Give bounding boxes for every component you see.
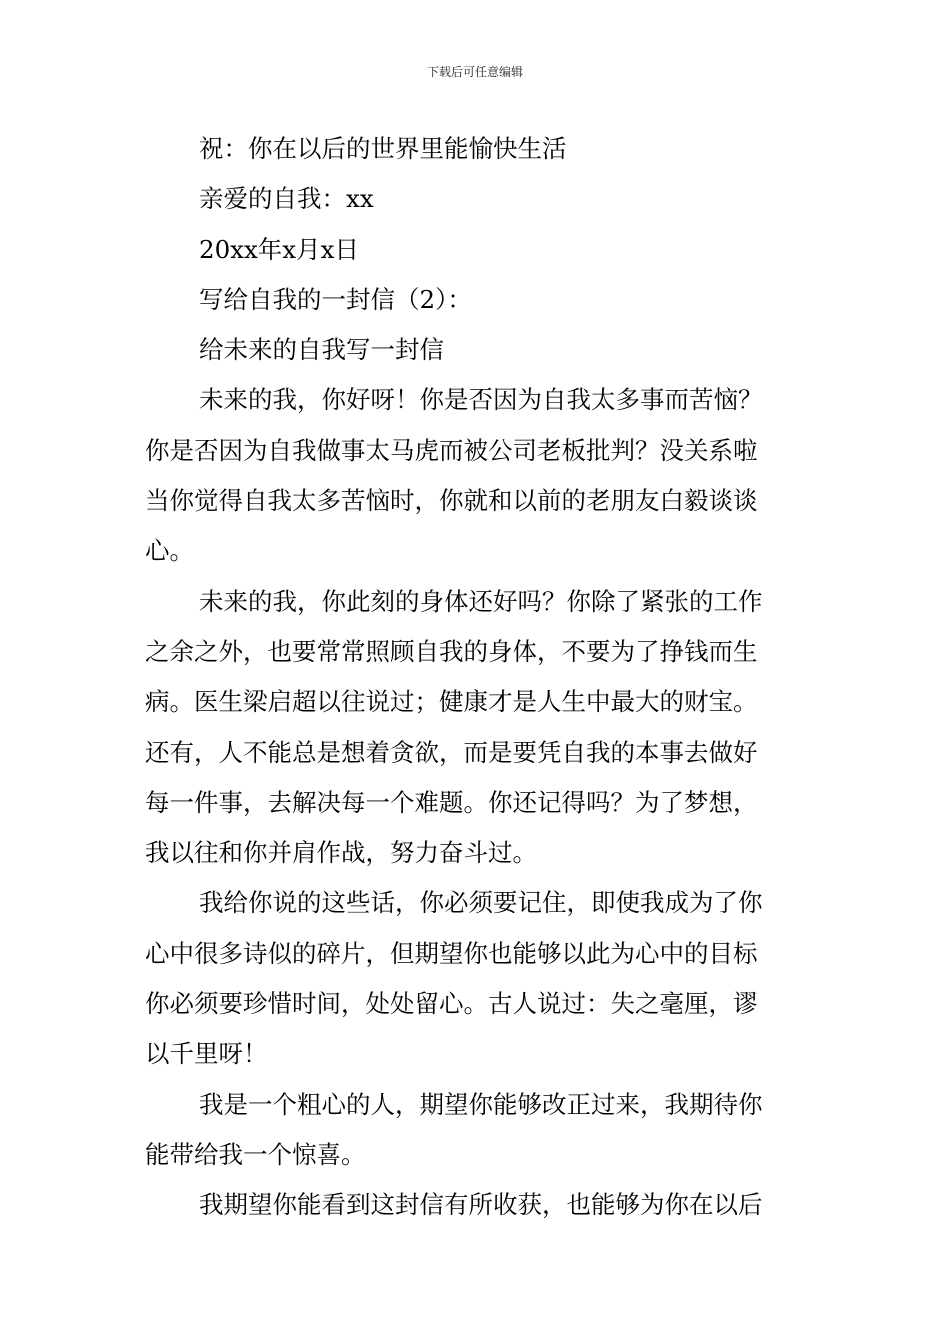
text-line: 我以往和你并肩作战，努力奋斗过。 [145, 838, 537, 868]
letter-body [145, 124, 810, 1231]
text-line: 写给自我的一封信（2）： [199, 284, 472, 314]
text-line: 心中很多诗似的碎片，但期望你也能够以此为心中的目标 [145, 938, 758, 968]
text-line: 我期望你能看到这封信有所收获，也能够为你在以后 [199, 1190, 763, 1220]
text-line: 未来的我，你好呀！你是否因为自我太多事而苦恼？ [199, 385, 763, 415]
text-line: 之余之外，也要常常照顾自我的身体，不要为了挣钱而生 [145, 636, 758, 666]
text-line: 还有，人不能总是想着贪欲，而是要凭自我的本事去做好 [145, 737, 758, 767]
text-line: 每一件事，去解决每一个难题。你还记得吗？为了梦想， [145, 787, 758, 817]
text-line: 以千里呀！ [145, 1039, 268, 1069]
text-line: 你是否因为自我做事太马虎而被公司老板批判？没关系啦 [145, 435, 758, 465]
text-line: 心。 [145, 536, 194, 566]
header-note: 下载后可任意编辑 [426, 65, 523, 79]
text-line: 20xx年x月x日 [199, 234, 359, 264]
text-line: 我是一个粗心的人，期望你能够改正过来，我期待你 [199, 1089, 763, 1119]
text-line: 给未来的自我写一封信 [199, 335, 444, 365]
text-line: 祝：你在以后的世界里能愉快生活 [199, 134, 567, 163]
text-line: 当你觉得自我太多苦恼时，你就和以前的老朋友白毅谈谈 [145, 486, 758, 516]
text-line: 你必须要珍惜时间，处处留心。古人说过：失之毫厘，谬 [145, 989, 758, 1019]
text-line: 未来的我，你此刻的身体还好吗？你除了紧张的工作 [199, 586, 763, 616]
text-line: 我给你说的这些话，你必须要记住，即使我成为了你 [199, 888, 763, 918]
text-line: 亲爱的自我：xx [199, 184, 374, 214]
text-line: 能带给我一个惊喜。 [145, 1139, 366, 1169]
text-line: 病。医生梁启超以往说过；健康才是人生中最大的财宝。 [145, 687, 758, 717]
